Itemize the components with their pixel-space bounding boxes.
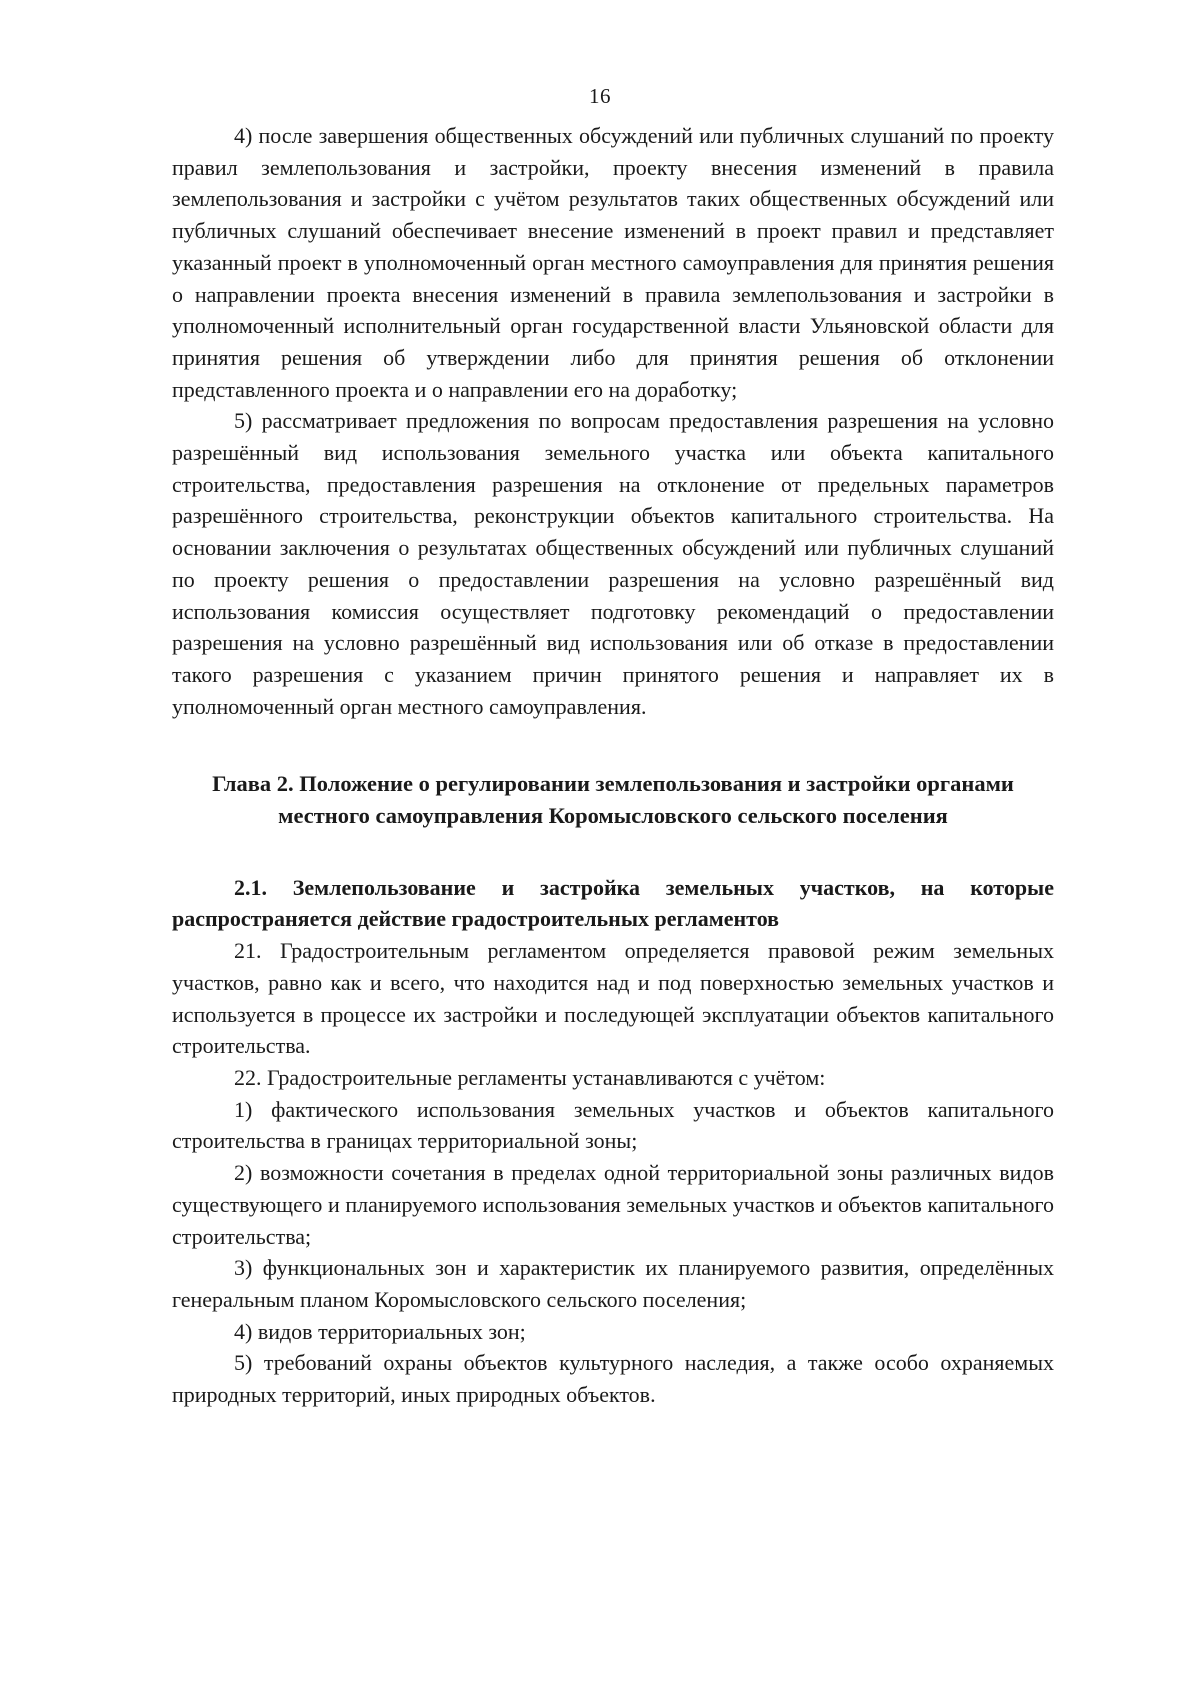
paragraph-22: 22. Градостроительные регламенты устанавливаются с учётом:	[234, 1064, 826, 1090]
section-title: 2.1. Землепользование и застройка земельных участков, на которые распространяется действие градостроительных регламентов	[172, 874, 1054, 932]
paragraph-item-4: 4) после завершения общественных обсуждений или публичных слушаний по проекту правил землепользования и застройки, проекту внесения изменений в правила землепользования и застройки с учётом результатов таких общественных обсуждений или публичных слушаний обеспечивает внесение изменений в проект правил и представляет указанный проект в уполномоченный орган местного самоуправления для принятия решения о направлении проекта внесения изменений в правила землепользования и застройки в уполномоченный исполнительный орган государственной власти Ульяновской области для принятия решения об утверждении либо для принятия решения об отклонении представленного проекта и о направлении его на доработку;	[172, 123, 1054, 402]
page-content	[172, 120, 1054, 1411]
paragraph-21: 21. Градостроительным регламентом определяется правовой режим земельных участков, равно как и всего, что находится над и под поверхностью земельных участков и используется в процессе их застройки и последующей эксплуатации объектов капитального строительства.	[172, 938, 1054, 1059]
list-item-5: 5) требований охраны объектов культурного наследия, а также особо охраняемых природных территорий, иных природных объектов.	[172, 1350, 1054, 1408]
list-item-3: 3) функциональных зон и характеристик их планируемого развития, определённых генеральным планом Коромысловского сельского поселения;	[172, 1255, 1054, 1312]
list-item-1: 1) фактического использования земельных участков и объектов капитального строительства в границах территориальной зоны;	[172, 1096, 1054, 1154]
list-item-4: 4) видов территориальных зон;	[234, 1318, 526, 1344]
page-number: 16	[589, 84, 611, 108]
paragraph-item-5: 5) рассматривает предложения по вопросам предоставления разрешения на условно разрешённый вид использования земельного участка или объекта капитального строительства, предоставления разрешения на отклонение от предельных параметров разрешённого строительства, реконструкции объектов капитального строительства. На основании заключения о результатах общественных обсуждений или публичных слушаний по проекту решения о предоставлении разрешения на условно разрешённый вид использования комиссия осуществляет подготовку рекомендаций о предоставлении разрешения на условно разрешённый вид использования или об отказе в предоставлении такого разрешения с указанием причин принятого решения и направляет их в уполномоченный орган местного самоуправления.	[172, 408, 1054, 719]
chapter-title: Глава 2. Положение о регулировании землепользования и застройки органами местного самоуправления Коромысловского сельского поселения	[212, 771, 1014, 829]
list-item-2: 2) возможности сочетания в пределах одной территориальной зоны различных видов существующего и планируемого использования земельных участков и объектов капитального строительства;	[172, 1160, 1054, 1249]
